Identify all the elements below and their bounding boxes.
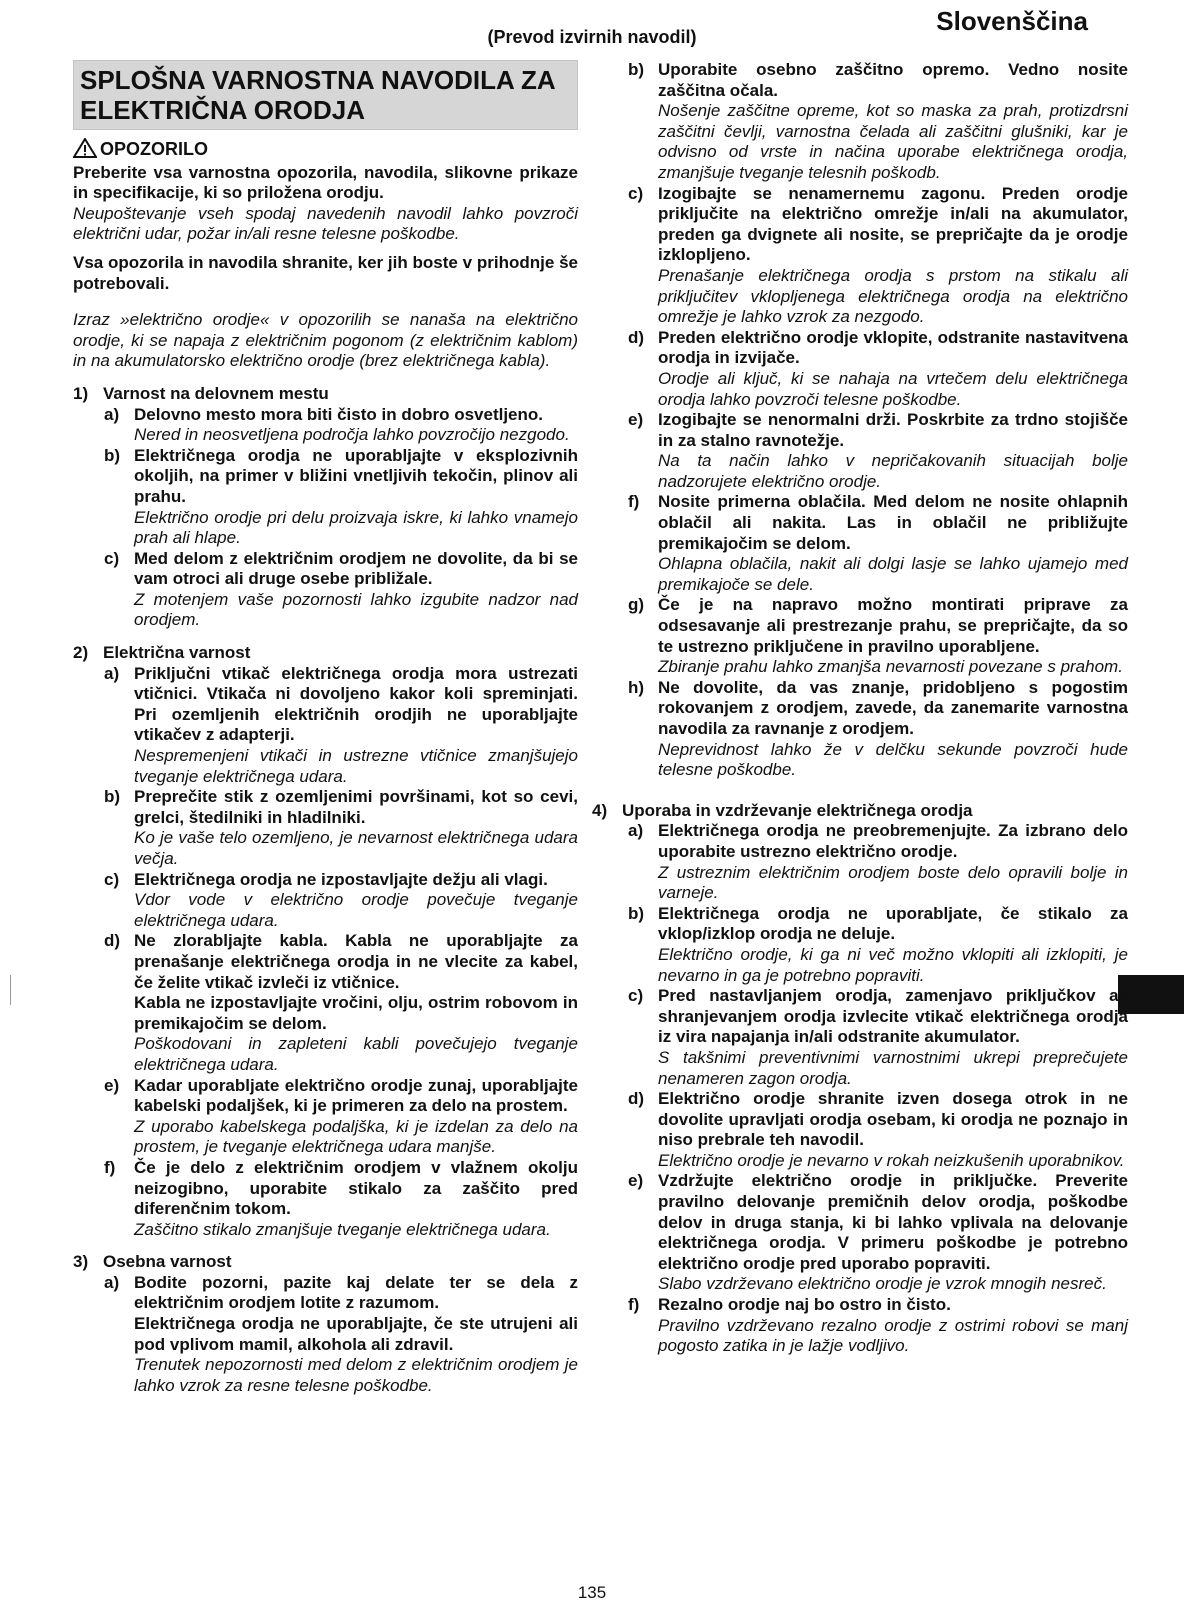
list-item: f) Rezalno orodje naj bo ostro in čisto. Pravilno vzdrževano rezalno orodje z ostrimi robovi se manj pogosto zatika in je lažje vodljivo. (628, 1295, 1128, 1356)
warning-term-definition: Izraz »električno orodje« v opozorilih se nanaša na električno orodje, ki se napaja z električnim pogonom (z električnim kablom) in na akumulatorsko električno orodje (brez električnega kabla). (73, 310, 578, 371)
list-item: d) Električno orodje shranite izven dosega otrok in ne dovolite upravljati orodja osebam, ki orodja ne poznajo in niso prebrale teh navodil. Električno orodje je nevarno v rokah neizkušenih uporabnikov. (628, 1089, 1128, 1170)
list-item: c) Električnega orodja ne izpostavljajte dežju ali vlagi. Vdor vode v električno orodje povečuje tveganje električnega udara. (104, 869, 578, 930)
warning-read-all: Preberite vsa varnostna opozorila, navodila, slikovne prikaze in specifikacije, ki so priložena orodju. (73, 162, 578, 203)
list-item: d) Ne zlorabljajte kabla. Kabla ne uporabljajte za prenašanje električnega orodja in ne vlecite za kabel, če želite vtikač izvleči iz vtičnice. Kabla ne izpostavljajte vročini, olju, ostrim robovom in premikajočim se delom. Poškodovani in zapleteni kabli povečujejo tveganje električnega udara. (104, 931, 578, 1074)
list-item: c) Izogibajte se nenamernemu zagonu. Preden orodje priključite na električno omrežje in/ali na akumulator, preden ga dvignete ali nosite, se prepričajte da je orodje izklopljeno. Prenašanje električnega orodja s prstom na stikalu ali priključitev vklopljenega električnega orodja na električno omrežje je lahko vzrok za nezgodo. (628, 183, 1128, 327)
section-heading: 1) Varnost na delovnem mestu (73, 383, 329, 403)
list-item: d) Preden električno orodje vklopite, odstranite nastavitvena orodja in izvijače. Orodje ali ključ, ki se nahaja na vrtečem delu električnega orodja lahko povzroči telesne poškodbe. (628, 327, 1128, 409)
list-item: a) Delovno mesto mora biti čisto in dobro osvetljeno. Nered in neosvetljena področja lahko povzročijo nezgodo. (104, 404, 570, 445)
list-item: a) Bodite pozorni, pazite kaj delate ter se dela z električnim orodjem lotite z razumom. Električnega orodja ne uporabljajte, če ste utrujeni ali pod vplivom mamil, alkohola ali zdravil. Trenutek nepozornosti med delom z električnim orodjem je lahko vzrok za resne telesne poškodbe. (104, 1272, 578, 1395)
margin-mark (10, 975, 11, 1005)
list-item: h) Ne dovolite, da vas znanje, pridobljeno s pogostim rokovanjem z orodjem, zavede, da zanemarite varnostna navodila za ravnanje z orodjem. Neprevidnost lahko že v delčku sekunde povzroči hude telesne poškodbe. (628, 677, 1128, 780)
page-title: SPLOŠNA VARNOSTNA NAVODILA ZA ELEKTRIČNA ORODJA (73, 60, 578, 130)
section-heading: 3) Osebna varnost (73, 1252, 232, 1272)
list-item: c) Med delom z električnim orodjem ne dovolite, da bi se vam otroci ali druge osebe približale. Z motenjem vaše pozornosti lahko izgubite nadzor nad orodjem. (104, 548, 578, 630)
list-item: e) Vzdržujte električno orodje in priključke. Preverite pravilno delovanje premičnih delov orodja, poškodbe delov in druga stanja, ki bi lahko vplivala na delovanje električnega orodja. V primeru poškodbe je potrebno električno orodje pred uporabo popraviti. Slabo vzdrževano električno orodje je vzrok mnogih nesreč. (628, 1171, 1128, 1294)
warning-heading (73, 138, 578, 163)
section-heading: 4) Uporaba in vzdrževanje električnega orodja (592, 800, 973, 820)
section-heading: 2) Električna varnost (73, 643, 251, 663)
page-language: Slovenščina (936, 6, 1088, 36)
page-subtitle: (Prevod izvirnih navodil) (487, 27, 697, 47)
list-item: a) Električnega orodja ne preobremenjujte. Za izbrano delo uporabite ustrezno električno orodje. Z ustreznim električnim orodjem boste delo opravili bolje in varneje. (628, 821, 1128, 903)
list-item: e) Izogibajte se nenormalni drži. Poskrbite za trdno stojišče in za stalno ravnotežje. Na ta način lahko v nepričakovanih situacijah bolje nadzorujete električno orodje. (628, 410, 1128, 491)
warning-triangle-icon (73, 138, 97, 163)
warning-label: OPOZORILO (100, 139, 208, 159)
list-item: b) Električnega orodja ne uporabljate, če stikalo za vklop/izklop orodja ne deluje. Električno orodje, ki ga ni več možno vklopiti ali izklopiti, je nevarno in ga je potrebno popraviti. (628, 903, 1128, 985)
left-column (73, 60, 578, 1396)
list-item: e) Kadar uporabljate električno orodje zunaj, uporabljajte kabelski podaljšek, ki je primeren za delo na prostem. Z uporabo kabelskega podaljška, ki je izdelan za delo na prostem, je tveganje električnega udara manjše. (104, 1075, 578, 1157)
warning-keep: Vsa opozorila in navodila shranite, ker jih boste v prihodnje še potrebovali. (73, 252, 578, 293)
list-item: b) Preprečite stik z ozemljenimi površinami, kot so cevi, grelci, štedilniki in hladilniki. Ko je vaše telo ozemljeno, je nevarnost električnega udara večja. (104, 787, 578, 868)
list-item: f) Če je delo z električnim orodjem v vlažnem okolju neizogibno, uporabite stikalo za zaščito pred diferenčnim tokom. Zaščitno stikalo zmanjšuje tveganje električnega udara. (104, 1157, 578, 1239)
list-item: a) Priključni vtikač električnega orodja mora ustrezati vtičnici. Vtikača ni dovoljeno kakor koli spreminjati. Pri ozemljenih električnih orodjih ne uporabljajte vtikačev z adapterji. Nespremenjeni vtikači in ustrezne vtičnice zmanjšujejo tveganje električnega udara. (104, 663, 578, 786)
list-item: f) Nosite primerna oblačila. Med delom ne nosite ohlapnih oblačil ali nakita. Las in oblačil ne približujte premikajočim se delom. Ohlapna oblačila, nakit ali dolgi lasje se lahko ujamejo med premikajoče se dele. (628, 492, 1128, 594)
list-item: g) Če je na napravo možno montirati priprave za odsesavanje ali prestrezanje prahu, se prepričajte, da so te ustrezno priključene in pravilno uporabljene. Zbiranje prahu lahko zmanjša nevarnosti povezane s prahom. (628, 595, 1128, 677)
page-number: 135 (577, 1583, 607, 1602)
warning-consequence: Neupoštevanje vseh spodaj navedenih navodil lahko povzroči električni udar, požar in/ali resne telesne poškodbe. (73, 203, 578, 244)
list-item: b) Uporabite osebno zaščitno opremo. Vedno nosite zaščitna očala. Nošenje zaščitne opreme, kot so maska za prah, protizdrsni zaščitni čevlji, varnostna čelada ali zaščitni glušniki, kar je odvisno od vrste in načina uporabe električnega orodja, zmanjšuje tveganje telesnih poškodb. (628, 60, 1128, 182)
right-column (592, 60, 1128, 1357)
list-item: c) Pred nastavljanjem orodja, zamenjavo priključkov ali shranjevanjem orodja izvlecite vtikač električnega orodja iz vira napajanja in/ali odstranite akumulator. S takšnimi preventivnimi varnostnimi ukrepi preprečujete nenameren zagon orodja. (628, 986, 1128, 1088)
list-item: b) Električnega orodja ne uporabljajte v eksplozivnih okoljih, na primer v bližini vnetljivih tekočin, plinov ali prahu. Električno orodje pri delu proizvaja iskre, ki lahko vnamejo prah ali hlape. (104, 445, 578, 548)
